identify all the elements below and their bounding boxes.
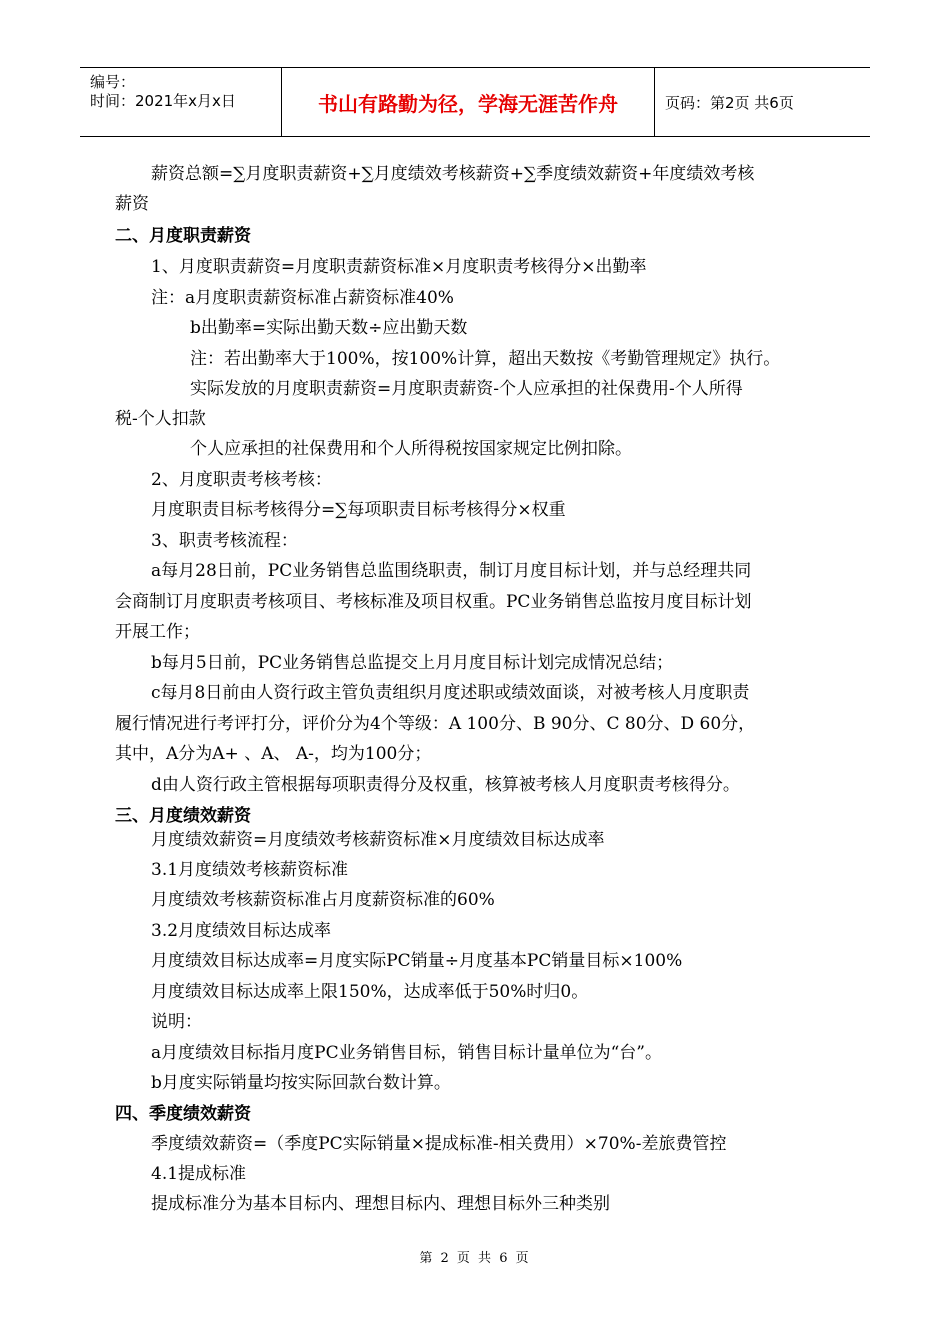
paragraph-line: 履行情况进行考评打分，评价分为4个等级：A 100分、B 90分、C 80分、D 60分， (115, 714, 756, 734)
paragraph-line: 2、月度职责考核考核： (151, 470, 332, 490)
paragraph-line: 月度绩效目标达成率=月度实际PC销量÷月度基本PC销量目标×100% (151, 951, 683, 971)
paragraph-line: b每月5日前，PC业务销售总监提交上月月度目标计划完成情况总结； (151, 653, 674, 673)
section-heading: 四、季度绩效薪资 (115, 1104, 251, 1124)
paragraph-line: 开展工作； (115, 622, 200, 642)
paragraph-line: 3.2月度绩效目标达成率 (151, 921, 332, 941)
section-heading: 三、月度绩效薪资 (115, 806, 251, 826)
paragraph-line: 税-个人扣款 (115, 409, 206, 429)
paragraph-line: 会商制订月度职责考核项目、考核标准及项目权重。PC业务销售总监按月度目标计划 (115, 592, 752, 612)
paragraph-line: a每月28日前，PC业务销售总监围绕职责，制订月度目标计划，并与总经理共同 (151, 561, 752, 581)
paragraph-line: 3.1月度绩效考核薪资标准 (151, 860, 349, 880)
paragraph-line: 注：a月度职责薪资标准占薪资标准40% (151, 288, 454, 308)
page-header (80, 67, 870, 137)
document-date: 时间：2021年x月x日 (90, 92, 236, 110)
paragraph-line: 季度绩效薪资=（季度PC实际销量×提成标准-相关费用）×70%-差旅费管控 (151, 1134, 727, 1154)
header-meta (80, 68, 281, 136)
paragraph-line: d由人资行政主管根据每项职责得分及权重，核算被考核人月度职责考核得分。 (151, 775, 740, 795)
paragraph-line: a月度绩效目标指月度PC业务销售目标，销售目标计量单位为“台”。 (151, 1043, 662, 1063)
paragraph-line: b月度实际销量均按实际回款台数计算。 (151, 1073, 451, 1093)
paragraph-line: 月度绩效目标达成率上限150%，达成率低于50%时归0。 (151, 982, 589, 1002)
section-heading: 二、月度职责薪资 (115, 226, 251, 246)
paragraph-line: 个人应承担的社保费用和个人所得税按国家规定比例扣除。 (190, 439, 632, 459)
page-footer: 第 2 页 共 6 页 (419, 1251, 531, 1266)
paragraph-line: 薪资 (115, 194, 149, 214)
paragraph-line: 月度绩效考核薪资标准占月度薪资标准的60% (151, 890, 495, 910)
paragraph-line: 注：若出勤率大于100%，按100%计算，超出天数按《考勤管理规定》执行。 (190, 349, 781, 369)
paragraph-line: 月度职责目标考核得分=∑每项职责目标考核得分×权重 (151, 500, 566, 520)
paragraph-line: b出勤率=实际出勤天数÷应出勤天数 (190, 318, 468, 338)
header-page-number: 页码：第2页 共6页 (665, 93, 794, 112)
document-number-label: 编号： (90, 73, 136, 91)
paragraph-line: 3、职责考核流程： (151, 531, 298, 551)
paragraph-line: 其中，A分为A+ 、A、 A-，均为100分； (115, 744, 432, 764)
paragraph-line: 4.1提成标准 (151, 1164, 247, 1184)
header-motto: 书山有路勤为径，学海无涯苦作舟 (281, 68, 655, 136)
paragraph-line: 说明： (151, 1012, 202, 1032)
paragraph-line: 实际发放的月度职责薪资=月度职责薪资-个人应承担的社保费用-个人所得 (190, 379, 743, 399)
paragraph-line: 1、月度职责薪资=月度职责薪资标准×月度职责考核得分×出勤率 (151, 257, 647, 277)
paragraph-line: 薪资总额=∑月度职责薪资+∑月度绩效考核薪资+∑季度绩效薪资+年度绩效考核 (151, 164, 755, 184)
paragraph-line: 提成标准分为基本目标内、理想目标内、理想目标外三种类别 (151, 1194, 610, 1214)
paragraph-line: c每月8日前由人资行政主管负责组织月度述职或绩效面谈，对被考核人月度职责 (151, 683, 750, 703)
paragraph-line: 月度绩效薪资=月度绩效考核薪资标准×月度绩效目标达成率 (151, 830, 605, 850)
